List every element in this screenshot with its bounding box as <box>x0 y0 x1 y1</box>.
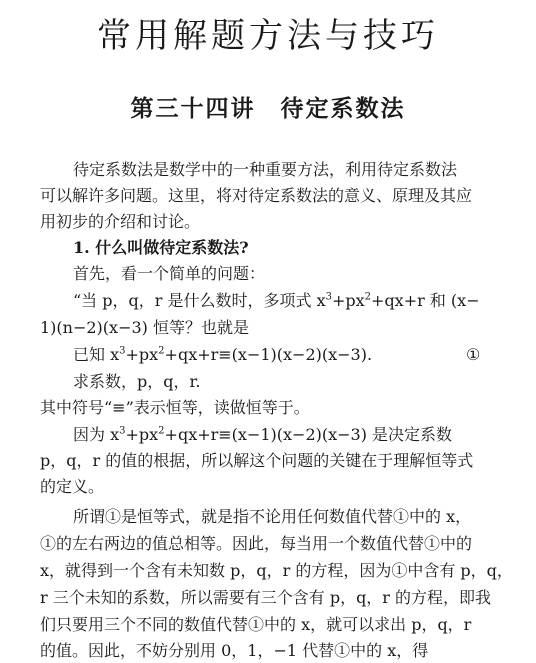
question-text-c: +qx+r 和 (x− <box>371 291 480 310</box>
equation-number: ① <box>466 345 481 364</box>
exponent-square: 2 <box>158 345 165 357</box>
paragraph-intro-line-2: 可以解许多问题。这里，将对待定系数法的意义、原理及其应 <box>40 186 473 205</box>
question-line-2: 1)(n−2)(x−3) 恒等？也就是 <box>40 318 249 337</box>
paragraph-because-line-2: p，q，r 的值的根据，所以解这个问题的关键在于理解恒等式 <box>40 451 474 470</box>
lecture-title: 第三十四讲 待定系数法 <box>130 95 406 122</box>
find-coefficients: 求系数，p，q，r. <box>73 372 201 391</box>
because-text-c: +qx+r≡(x−1)(x−2)(x−3) 是决定系数 <box>164 425 453 444</box>
question-text-a: “当 p，q，r 是什么数时，多项式 x <box>73 291 326 310</box>
equation-1 <box>73 345 372 365</box>
because-text-a: 因为 x <box>73 425 120 444</box>
paragraph-identity-line-1: 所谓①是恒等式，就是指不论用任何数值代替①中的 x， <box>73 507 472 526</box>
section-heading: 1. 什么叫做待定系数法? <box>73 238 249 257</box>
exponent-cube: 3 <box>119 425 126 437</box>
paragraph-identity-line-5: 们只要用三个不同的数值代替①中的 x，就可以求出 p，q，r <box>40 615 472 634</box>
book-title: 常用解题方法与技巧 <box>97 16 439 56</box>
equation-text-c: +qx+r≡(x−1)(x−2)(x−3). <box>164 345 373 364</box>
question-line-1 <box>73 291 480 311</box>
because-text-b: +px <box>125 425 159 444</box>
symbol-note: 其中符号“≡”表示恒等，读做恒等于。 <box>40 398 310 417</box>
paragraph-because-line-1 <box>73 425 452 445</box>
exponent-square: 2 <box>364 291 372 303</box>
exponent-cube: 3 <box>119 345 126 357</box>
paragraph-identity-line-6: 的值。因此，不妨分别用 0，1，−1 代替①中的 x，得 <box>40 641 429 660</box>
exponent-cube: 3 <box>325 291 332 303</box>
paragraph-problem-intro: 首先，看一个简单的问题： <box>73 264 266 283</box>
paragraph-because-line-3: 的定义。 <box>40 477 105 496</box>
paragraph-identity-line-3: x，就得到一个含有未知数 p，q，r 的方程，因为①中含有 p，q， <box>40 561 513 580</box>
question-text-b: +px <box>331 291 365 310</box>
paragraph-identity-line-2: ①的左右两边的值总相等。因此，每当用一个数值代替①中的 <box>40 534 473 553</box>
equation-text-b: +px <box>125 345 159 364</box>
paragraph-intro-line-3: 用初步的介绍和讨论。 <box>40 212 201 231</box>
paragraph-intro-line-1: 待定系数法是数学中的一种重要方法，利用待定系数法 <box>73 160 458 179</box>
equation-text-a: 已知 x <box>73 345 120 364</box>
paragraph-identity-line-4: r 三个未知的系数，所以需要有三个含有 p，q，r 的方程，即我 <box>40 588 492 607</box>
exponent-square: 2 <box>158 425 165 437</box>
